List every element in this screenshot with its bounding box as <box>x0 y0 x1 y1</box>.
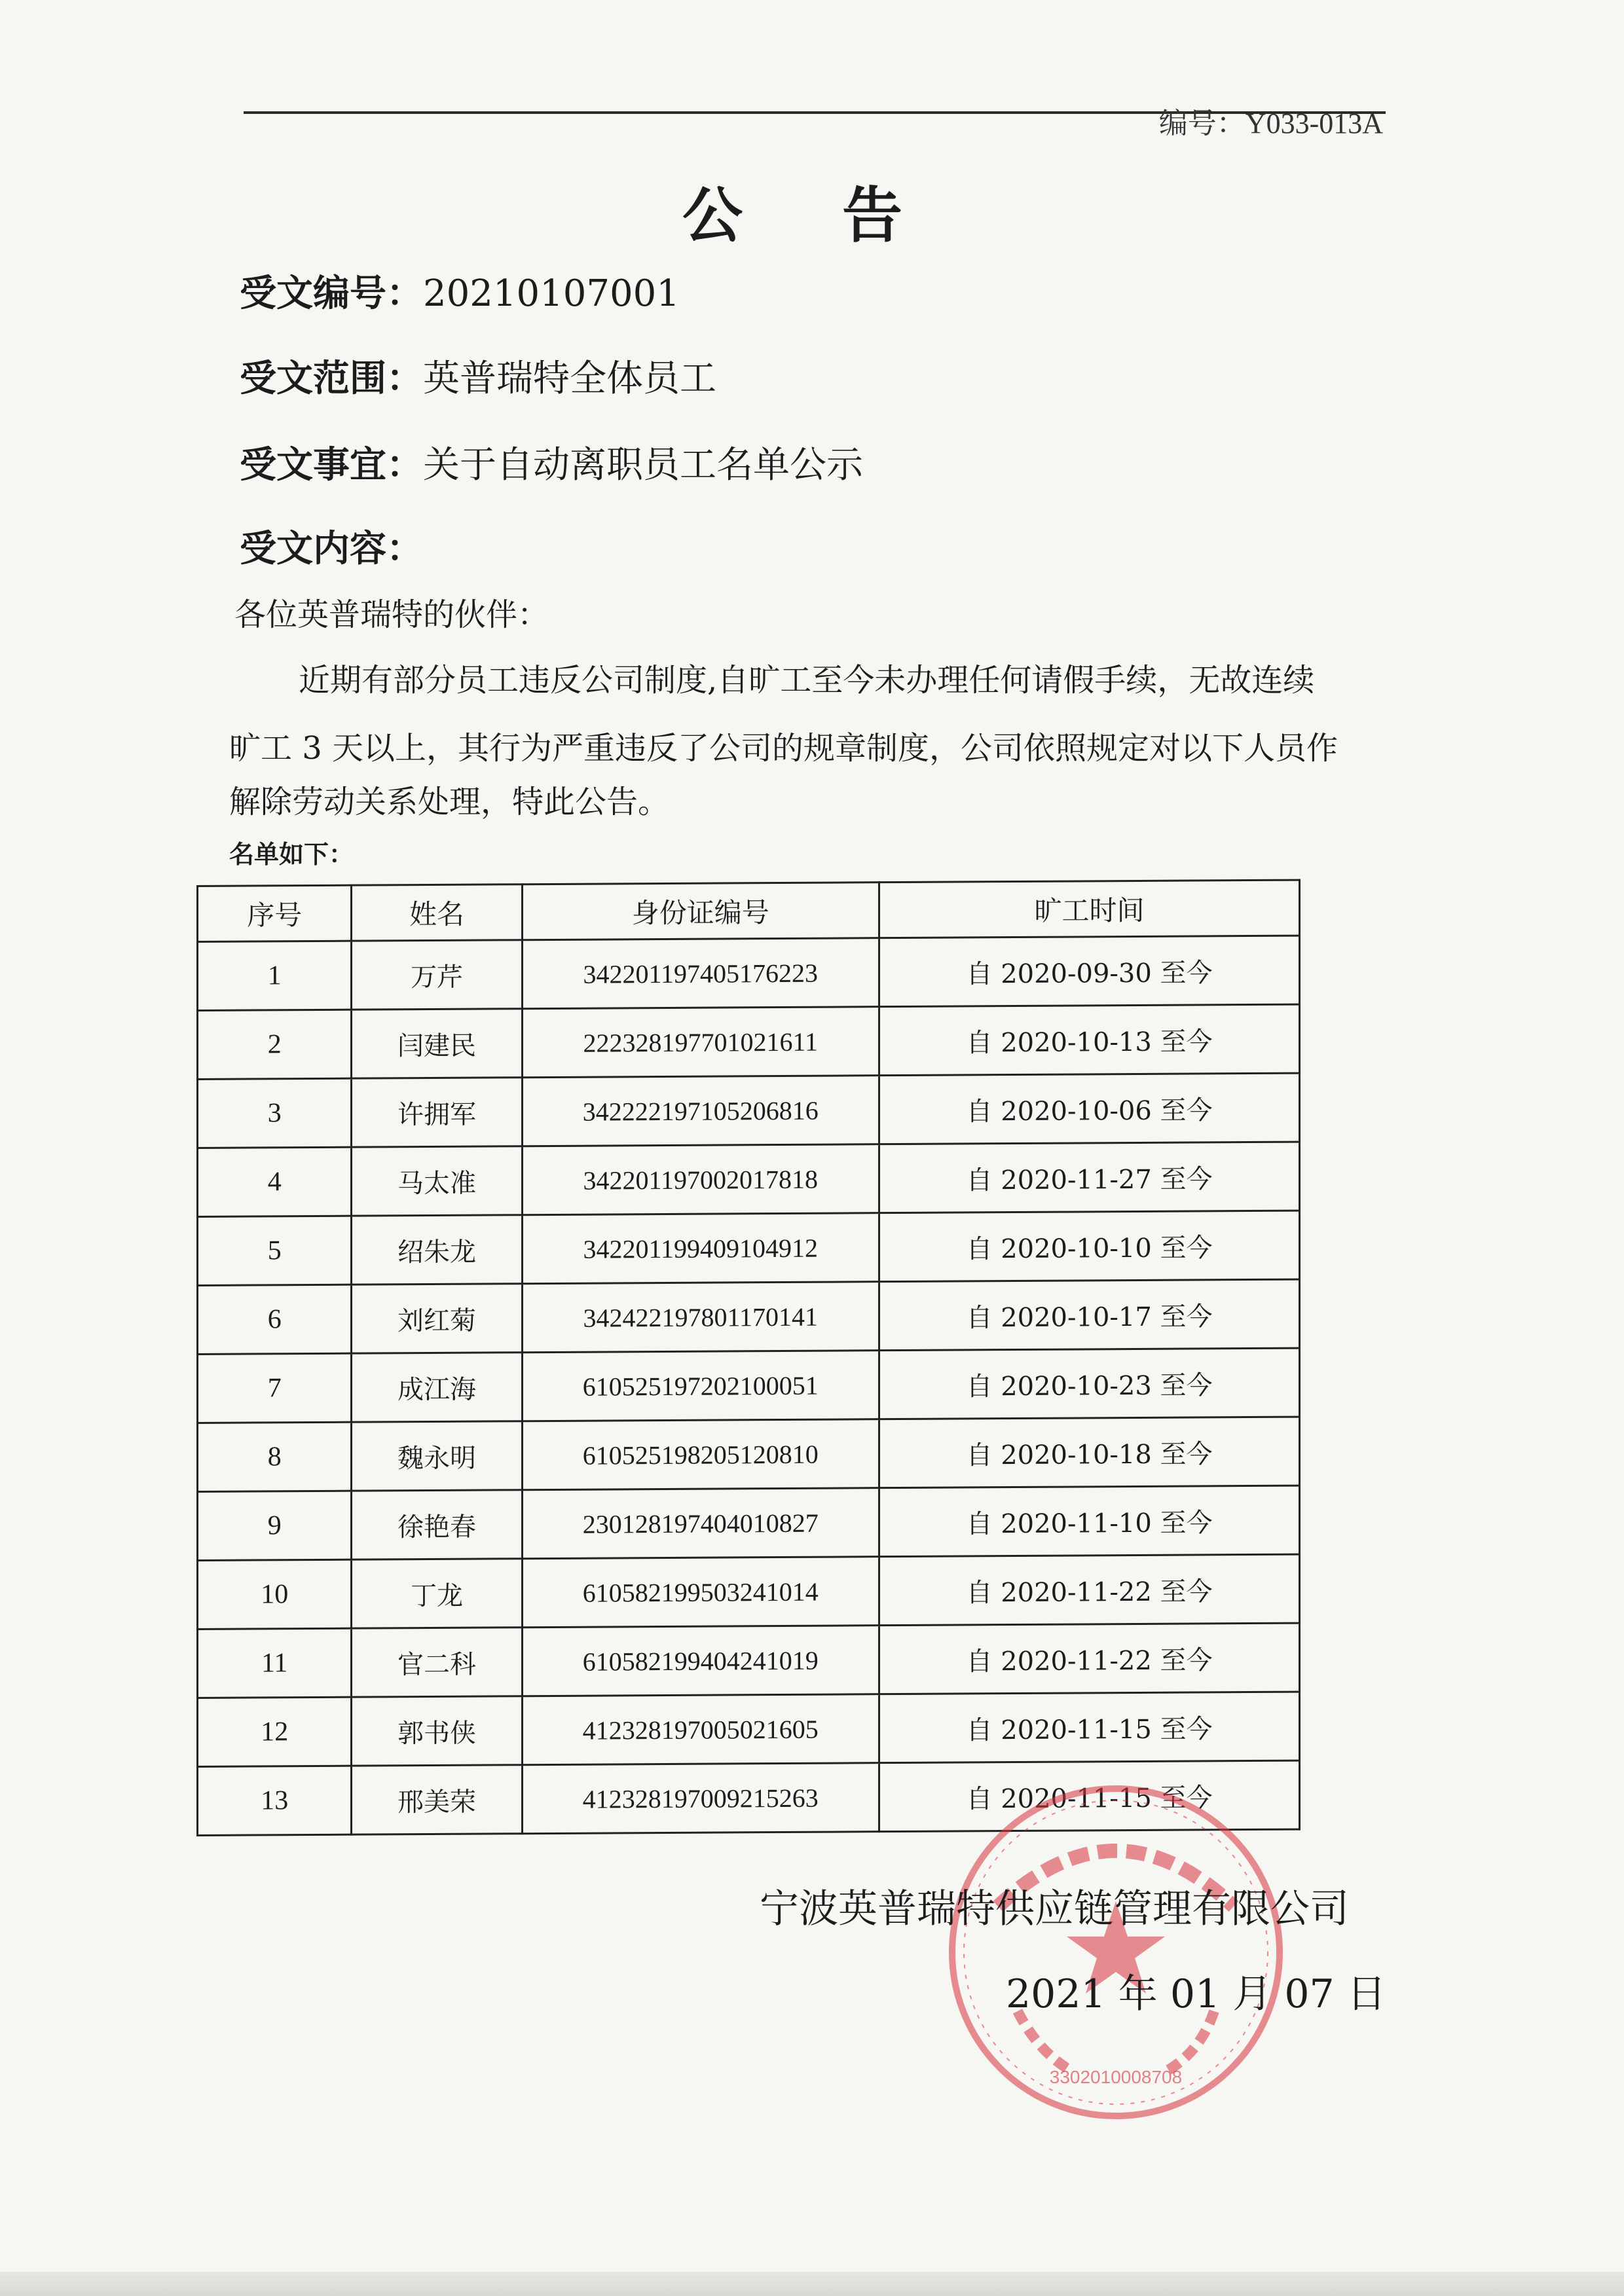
seal-code: 3302010008708 <box>1049 2067 1183 2087</box>
doc-no-value: 20210107001 <box>423 272 680 315</box>
row-no: 7 <box>198 1353 352 1423</box>
doc-no-field <box>240 264 680 317</box>
row-id: 610582199404241019 <box>522 1626 879 1696</box>
row-no: 8 <box>198 1422 352 1491</box>
row-name: 邢美荣 <box>352 1765 522 1834</box>
row-absence: 自 2020-10-06 至今 <box>879 1073 1300 1144</box>
row-no: 5 <box>198 1216 352 1285</box>
row-name: 绍朱龙 <box>352 1215 522 1285</box>
issue-date: 2021 年 01 月 07 日 <box>1006 1971 1386 2017</box>
row-absence: 自 2020-11-22 至今 <box>879 1554 1300 1626</box>
row-no: 12 <box>198 1697 352 1766</box>
row-id: 230128197404010827 <box>522 1488 879 1559</box>
table-row <box>198 1073 1300 1148</box>
row-id: 222328197701021611 <box>522 1007 879 1078</box>
header-absence: 旷工时间 <box>879 880 1300 938</box>
row-no: 13 <box>198 1766 352 1835</box>
body-line-3: 解除劳动关系处理，特此公告。 <box>229 784 670 820</box>
row-no: 1 <box>198 941 352 1010</box>
row-id: 342201197405176223 <box>522 938 879 1009</box>
row-id: 412328197005021605 <box>522 1694 879 1765</box>
row-no: 11 <box>198 1628 352 1698</box>
row-id: 412328197009215263 <box>522 1763 879 1834</box>
row-id: 610525198205120810 <box>522 1419 879 1490</box>
row-absence: 自 2020-11-22 至今 <box>879 1623 1300 1694</box>
row-absence: 自 2020-09-30 至今 <box>879 936 1300 1007</box>
row-id: 342201197002017818 <box>522 1144 879 1215</box>
row-absence: 自 2020-11-27 至今 <box>879 1142 1300 1213</box>
company-seal-stamp <box>939 1776 1293 2129</box>
company-name: 宁波英普瑞特供应链管理有限公司 <box>760 1886 1349 1932</box>
row-id: 342222197105206816 <box>522 1076 879 1146</box>
row-no: 9 <box>198 1491 352 1560</box>
row-absence: 自 2020-10-23 至今 <box>879 1348 1300 1419</box>
row-name: 闫建民 <box>352 1009 522 1078</box>
body-line-2: 旷工 3 天以上，其行为严重违反了公司的规章制度，公司依照规定对以下人员作 <box>229 730 1338 767</box>
table-row <box>198 1485 1300 1560</box>
row-absence: 自 2020-11-15 至今 <box>879 1692 1300 1763</box>
row-no: 6 <box>198 1285 352 1354</box>
row-no: 3 <box>198 1078 352 1148</box>
matter-field <box>240 436 863 488</box>
header-id: 身份证编号 <box>522 883 879 940</box>
row-name: 丁龙 <box>352 1559 522 1628</box>
row-name: 官二科 <box>352 1628 522 1697</box>
table-row <box>198 1692 1300 1766</box>
table-row <box>198 1348 1300 1423</box>
table-row <box>198 936 1300 1010</box>
scope-value: 英普瑞特全体员工 <box>423 357 716 400</box>
scope-field <box>240 350 716 402</box>
absence-table <box>196 879 1301 1836</box>
content-label: 受文内容： <box>240 528 423 570</box>
row-absence: 自 2020-10-13 至今 <box>879 1004 1300 1076</box>
row-absence: 自 2020-10-18 至今 <box>879 1417 1300 1488</box>
body-line-1: 近期有部分员工违反公司制度,自旷工至今未办理任何请假手续，无故连续 <box>299 662 1315 699</box>
scope-label: 受文范围： <box>240 357 423 400</box>
row-absence: 自 2020-11-10 至今 <box>879 1485 1300 1557</box>
table-row <box>198 1004 1300 1079</box>
scan-edge <box>0 2272 1624 2296</box>
row-absence: 自 2020-11-15 至今 <box>879 1760 1300 1832</box>
list-title: 名单如下： <box>229 840 354 869</box>
row-name: 徐艳春 <box>352 1490 522 1559</box>
greeting: 各位英普瑞特的伙伴： <box>234 596 549 633</box>
row-no: 10 <box>198 1559 352 1629</box>
content-field <box>240 520 423 572</box>
table-row <box>198 1554 1300 1629</box>
row-no: 2 <box>198 1010 352 1079</box>
table-row <box>198 1142 1300 1216</box>
row-id: 610525197202100051 <box>522 1351 879 1421</box>
row-absence: 自 2020-10-17 至今 <box>879 1279 1300 1351</box>
header-name: 姓名 <box>352 884 522 941</box>
row-name: 魏永明 <box>352 1421 522 1491</box>
row-no: 4 <box>198 1147 352 1216</box>
row-name: 万芹 <box>352 940 522 1010</box>
page-title: 公 告 <box>682 180 942 251</box>
row-id: 342422197801170141 <box>522 1282 879 1353</box>
table-row <box>198 1279 1300 1354</box>
row-id: 610582199503241014 <box>522 1557 879 1628</box>
table-header-row <box>198 880 1300 941</box>
matter-value: 关于自动离职员工名单公示 <box>423 444 863 486</box>
doc-number: 编号：Y033-013A <box>1158 107 1383 139</box>
row-name: 郭书侠 <box>352 1696 522 1766</box>
table-row <box>198 1417 1300 1491</box>
matter-label: 受文事宜： <box>240 444 423 486</box>
row-name: 刘红菊 <box>352 1284 522 1353</box>
row-name: 成江海 <box>352 1353 522 1422</box>
row-name: 马太准 <box>352 1146 522 1216</box>
row-name: 许拥军 <box>352 1078 522 1147</box>
row-id: 342201199409104912 <box>522 1213 879 1284</box>
row-absence: 自 2020-10-10 至今 <box>879 1211 1300 1282</box>
header-no: 序号 <box>198 885 352 941</box>
table-row <box>198 1211 1300 1285</box>
table-row <box>198 1623 1300 1698</box>
doc-no-label: 受文编号： <box>240 272 423 315</box>
